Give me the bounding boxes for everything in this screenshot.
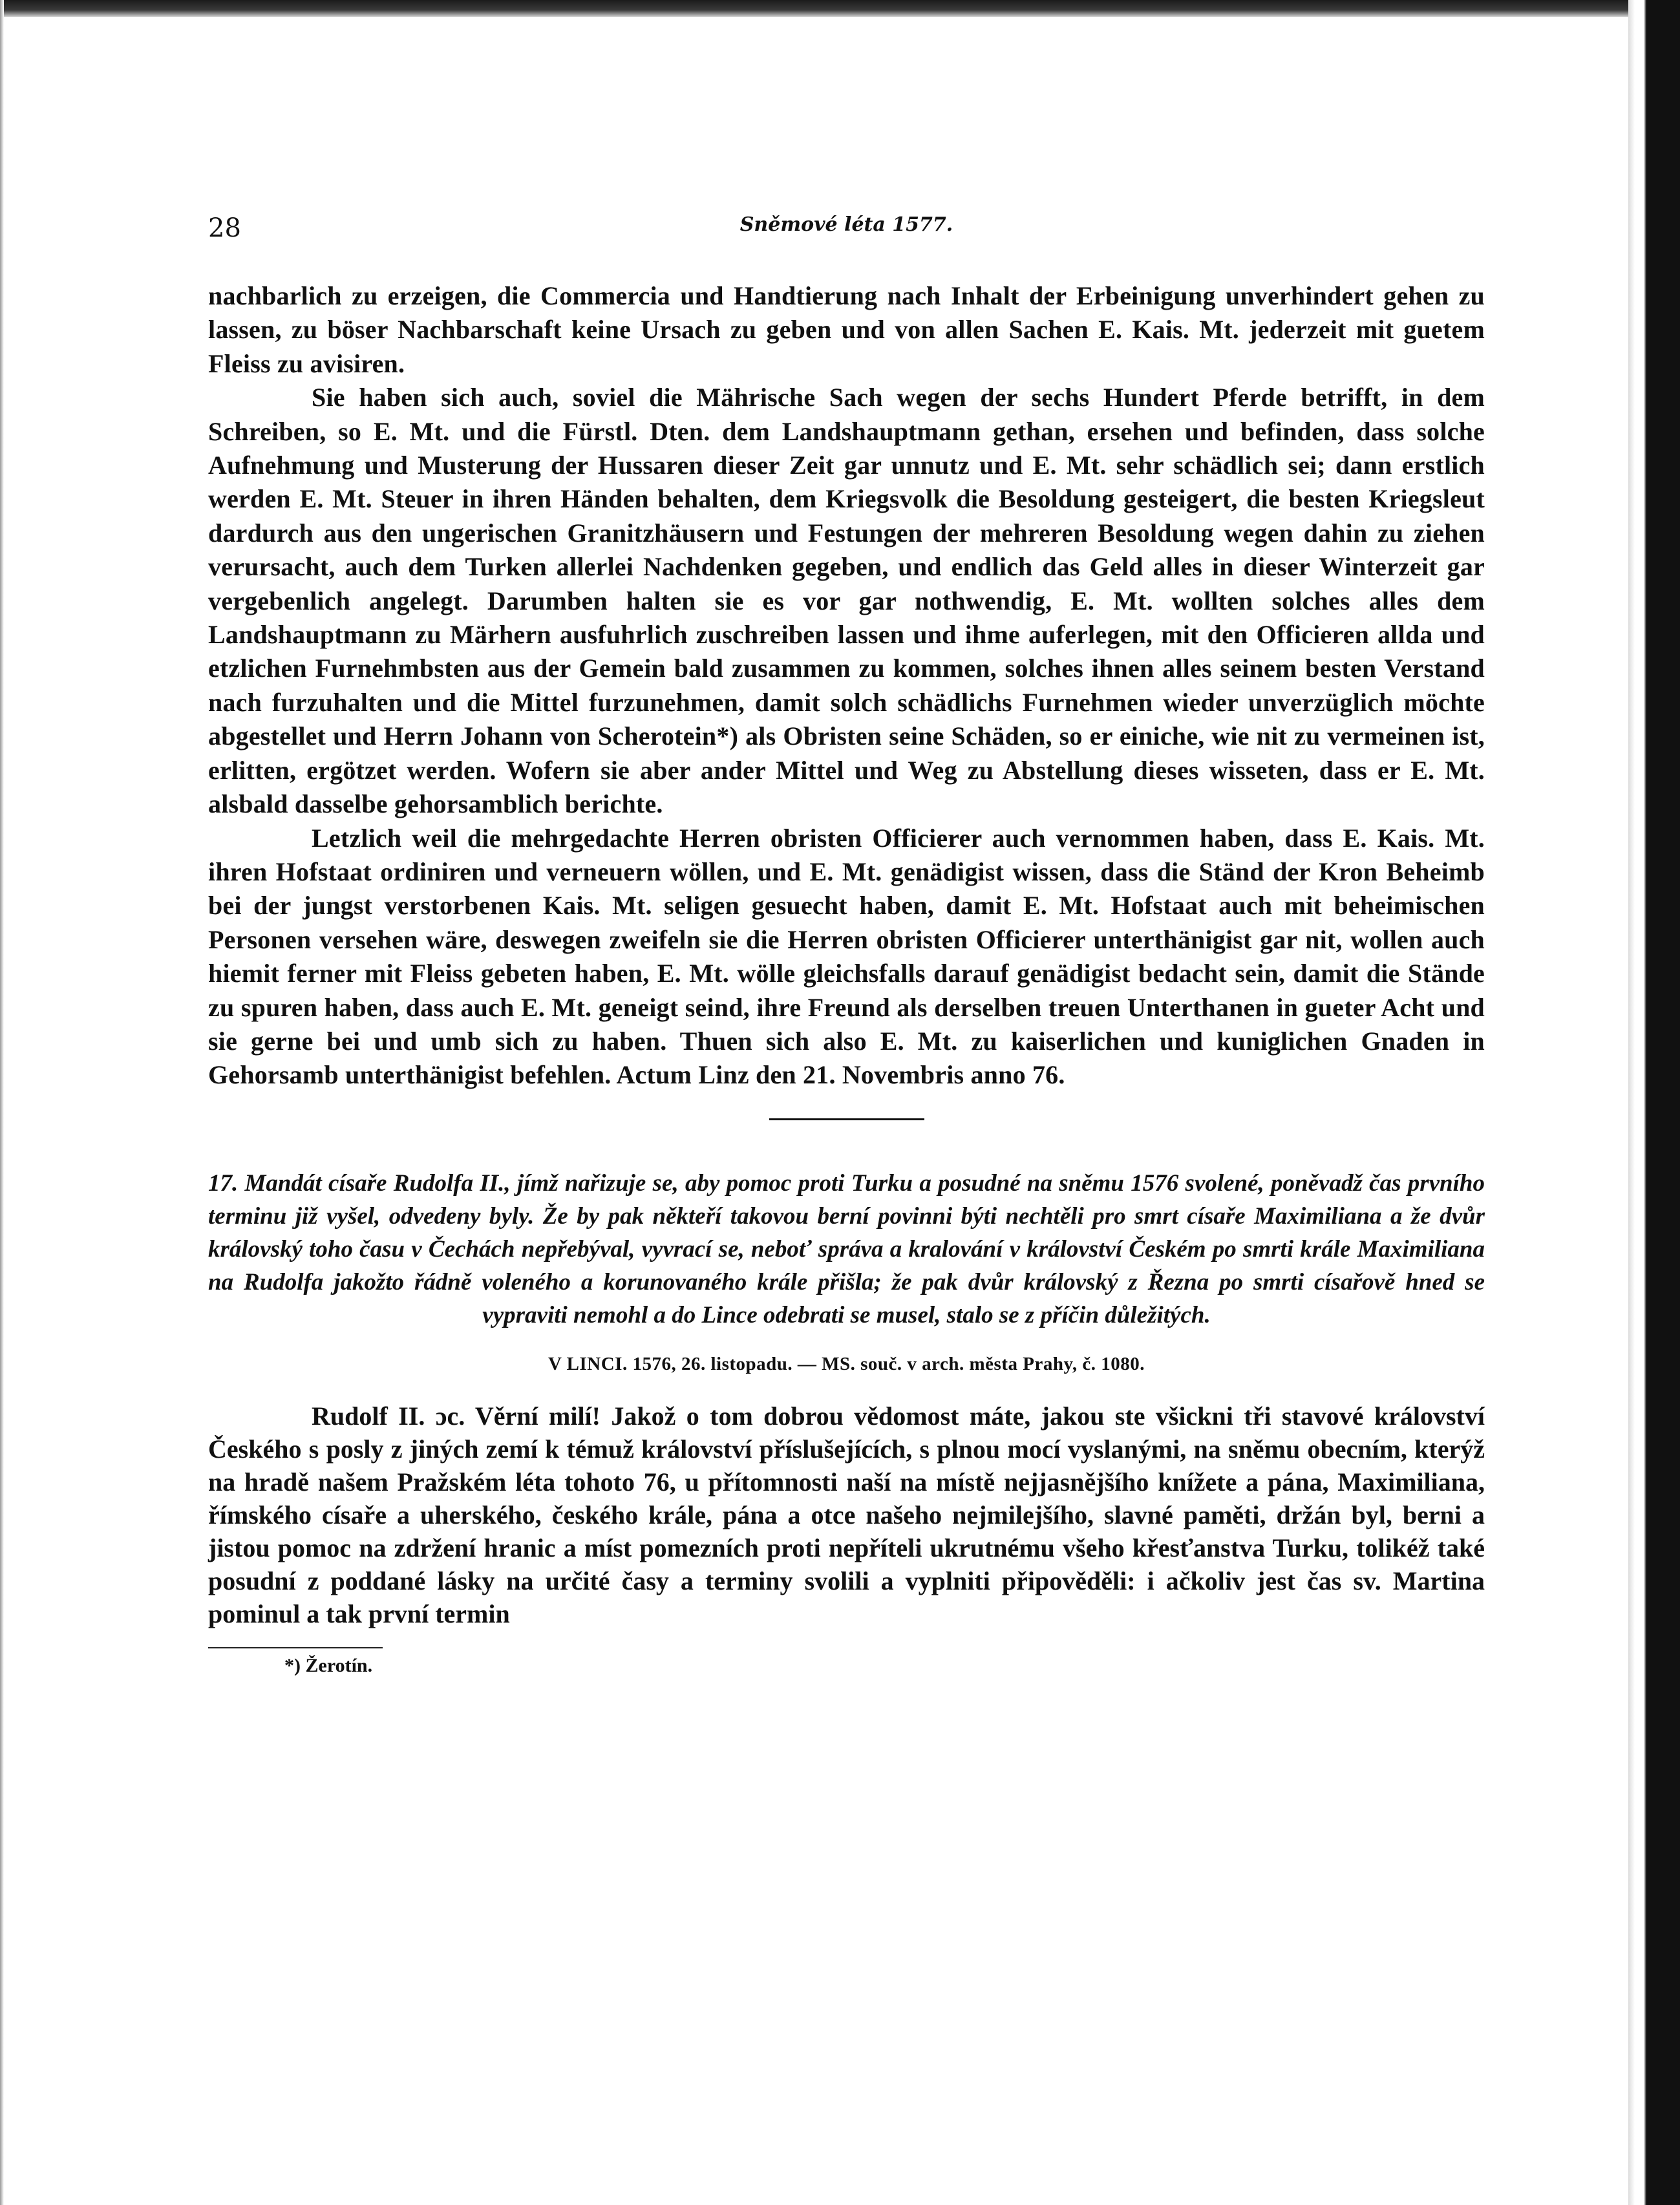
german-text — [208, 279, 1485, 1092]
paragraph-continuation: nachbarlich zu erzeigen, die Commercia und Handtierung nach Inhalt der Erbeinigung unverhindert gehen zu lassen, zu böser Nachbarschaft keine Ursach zu geben und von allen Sachen E. Kais. Mt. jederzeit mit guetem Fleiss zu avisiren. — [208, 281, 1485, 378]
section-separator — [769, 1118, 924, 1120]
document-summary: Mandát císaře Rudolfa II., jímž nařizuje se, aby pomoc proti Turku a posudné na sněmu 1576 svolené, poněvadž čas prvního terminu již vyšel, odvedeny byly. Že by pak někteří takovou berní povinni býti nechtěli pro smrt císaře Maximiliana a že dvůr královský toho času v Čechách nepřebýval, vyvrací se, neboť správa a kralování v království Českém po smrti krále Maximiliana na Rudolfa jakožto řádně voleného a korunovaného krále přišla; že pak dvůr královský z Řezna po smrti císařově hned se vypraviti nemohl a do Lince odebrati se musel, stalo se z příčin důležitých. — [208, 1169, 1485, 1328]
scan-edge-right — [1628, 0, 1680, 2205]
scan-edge-top — [0, 0, 1680, 17]
footnote-rule — [208, 1647, 383, 1648]
page — [208, 207, 1485, 1677]
document-heading — [208, 1167, 1485, 1332]
running-head: Sněmové léta 1577. — [739, 213, 953, 236]
footnote: *) Žerotín. — [284, 1654, 373, 1676]
document-source-line: V LINCI. 1576, 26. listopadu. — MS. souč. v arch. města Prahy, č. 1080. — [548, 1353, 1145, 1374]
paragraph-moravian-matter: Sie haben sich auch, soviel die Mährische Sach wegen der sechs Hundert Pferde betrifft, in dem Schreiben, so E. Mt. und die Fürstl. Dten. dem Landshauptmann gethan, ersehen und befinden, dass solche Aufnehmung und Musterung der Hussaren dieser Zeit gar unnutz und E. Mt. sehr schädlich sei; dann erstlich werden E. Mt. Steuer in ihren Händen behalten, dem Kriegsvolk die Besoldung gesteigert, die besten Kriegsleut dardurch aus den ungerischen Granitzhäusern und Festungen der mehreren Besoldung wegen dahin zu ziehen verursacht, auch dem Turken allerlei Nachdenken gegeben, und endlich das Geld alles in dieser Winterzeit gar vergebenlich angelegt. Darumben halten sie es vor gar nothwendig, E. Mt. wollten solches alles dem Landshauptmann zu Märhern ausfuhrlich zuschreiben lassen und ihme auferlegen, mit den Officieren allda und etzlichen Furnehmbsten aus der Gemein bald zusammen zu kommen, solches ihnen alles seinem besten Verstand nach furzuhalten und die Mittel furzunehmen, damit solch schädlichs Furnehmen wieder unverzüglich möchte abgestellet und Herrn Johann von Scherotein*) als Obristen seine Schäden, so er einiche, wie nit zu vermeinen ist, erlitten, ergötzet werden. Wofern sie aber ander Mittel und Weg zu Abstellung dieses wisseten, dass er E. Mt. alsbald dasselbe gehorsamblich berichte. — [208, 383, 1485, 819]
document-number: 17. — [208, 1169, 239, 1197]
scan-edge-left — [0, 0, 4, 2205]
page-header — [208, 207, 1485, 246]
page-number: 28 — [208, 213, 241, 243]
czech-mandate-text: Rudolf II. ɔc. Věrní milí! Jakož o tom dobrou vědomost máte, jakou ste všickni tři stavové království Českého s posly z jiných zemí k témuž království příslušejících, s plnou mocí vyslanými, na sněmu obecním, kterýž na hradě našem Pražském léta tohoto 76, u přítomnosti naší na místě nejjasnějšího knížete a pána, Maximiliana, římského císaře a uherského, českého krále, pána a otce našeho nejmilejšího, slavné paměti, držán byl, berni a jistou pomoc na zdržení hranic a míst pomezních proti nepříteli ukrutnému všeho křesťanstva Turku, tolikéž také posudní z poddané lásky na určité časy a terminy svolili a vyplniti připověděli: i ačkoliv jest čas sv. Martina pominul a tak první termin — [208, 1401, 1485, 1628]
paragraph-hofstaat: Letzlich weil die mehrgedachte Herren obristen Officierer auch vernommen haben, dass E. Kais. Mt. ihren Hofstaat ordiniren und verneuern wöllen, und E. Mt. genädigist wissen, dass die Ständ der Kron Beheimb bei der jungst verstorbenen Kais. Mt. seligen gesuecht haben, damit E. Mt. Hofstaat auch mit beheimischen Personen versehen wäre, deswegen zweifeln sie die Herren obristen Officierer unterthänigist gar nit, wollen auch hiemit ferner mit Fleiss gebeten haben, E. Mt. wölle gleichsfalls darauf genädigist bedacht sein, damit die Stände zu spuren haben, dass auch E. Mt. geneigt seind, ihre Freund als derselben treuen Unterthanen in gueter Acht und sie gerne bei und umb sich zu haben. Thuen sich also E. Mt. zu kaiserlichen und kuniglichen Gnaden in Gehorsamb unterthänigist befehlen. Actum Linz den 21. Novembris anno 76. — [208, 823, 1485, 1090]
